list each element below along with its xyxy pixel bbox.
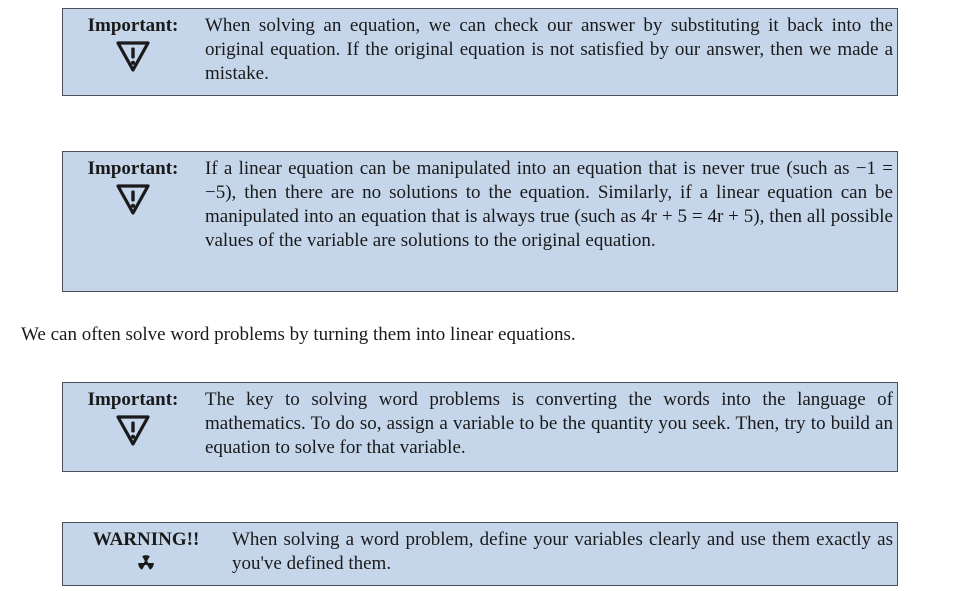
caution-triangle-icon bbox=[115, 39, 151, 78]
note-label: Important: bbox=[87, 389, 179, 410]
note-text: When solving an equation, we can check our answer by substituting it back into the original equation. If the original equation is not satisfied by our answer, then we made a mistake. bbox=[205, 15, 893, 84]
note-label: Important: bbox=[87, 15, 179, 36]
note-label: Important: bbox=[87, 158, 179, 179]
note-label-column bbox=[63, 9, 195, 78]
body-paragraph: We can often solve word problems by turning them into linear equations. bbox=[21, 324, 576, 345]
caution-triangle-icon bbox=[115, 182, 151, 221]
caution-triangle-icon bbox=[115, 413, 151, 452]
note-label-column bbox=[63, 152, 195, 221]
important-note-word-problems bbox=[62, 382, 898, 472]
note-text: When solving a word problem, define your variables clearly and use them exactly as you've defined them. bbox=[232, 529, 893, 574]
note-text: If a linear equation can be manipulated into an equation that is never true (such as −1 = −5), then there are no solutions to the equation. Similarly, if a linear equation can be manipulated into an equation that is always true (such as 4r + 5 = 4r + 5), then all possible values of the variable are solutions to the original equation. bbox=[205, 158, 893, 251]
important-note-substitution bbox=[62, 8, 898, 96]
note-label: WARNING!! bbox=[92, 529, 200, 550]
important-note-no-solutions bbox=[62, 151, 898, 292]
radiation-icon bbox=[135, 553, 157, 578]
note-label-column bbox=[63, 383, 195, 452]
note-text: The key to solving word problems is converting the words into the language of mathematics. To do so, assign a variable to be the quantity you seek. Then, try to build an equation to solve for that variable. bbox=[205, 389, 893, 458]
note-label-column bbox=[63, 523, 221, 578]
warning-note-variables bbox=[62, 522, 898, 586]
